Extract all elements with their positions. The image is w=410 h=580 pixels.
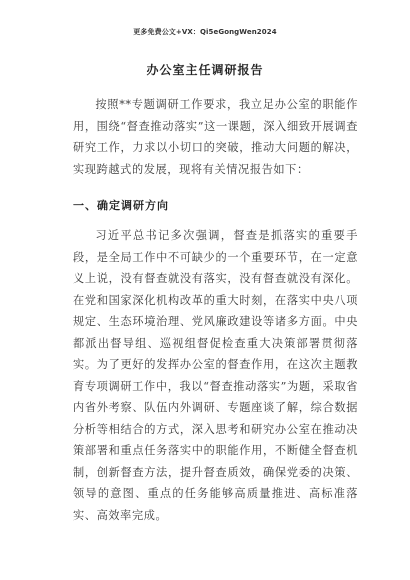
intro-paragraph: 按照**专题调研工作要求，我立足办公室的职能作用，围绕“督查推动落实”这一课题，深入细致开展调查研究工作，力求以小切口的突破，推动大问题的解决，实现跨越式的发展，现将有关情况报告如下：	[73, 98, 358, 176]
section-heading: 一、确定调研方向	[73, 199, 169, 212]
header-note: 更多免费公文+VX：Qi5eGongWen2024	[133, 28, 277, 36]
body-paragraph: 习近平总书记多次强调，督查是抓落实的重要手段，是全局工作中不可缺少的一个重要环节，在一定意义上说，没有督查就没有落实，没有督查就没有深化。在党和国家深化机构改革的重大时刻，在落实中央八项规定、生态环境治理、党风廉政建设等诸多方面。中央都派出督导组、巡视组督促检查重大决策部署贯彻落实。为了更好的发挥办公室的督查作用，在这次主题教育专项调研工作中，我以“督查推动落实”为题，采取省内省外考察、队伍内外调研、专题座谈了解，综合数据分析等相结合的方式，深入思考和研究办公室在推动决策部署和重点任务落实中的职能作用，不断健全督查机制，创新督查方法，提升督查质效，确保党委的决策、领导的意图、重点的任务能够高质量推进、高标准落实、高效率完成。	[73, 229, 358, 522]
document-title: 办公室主任调研报告	[146, 63, 264, 77]
